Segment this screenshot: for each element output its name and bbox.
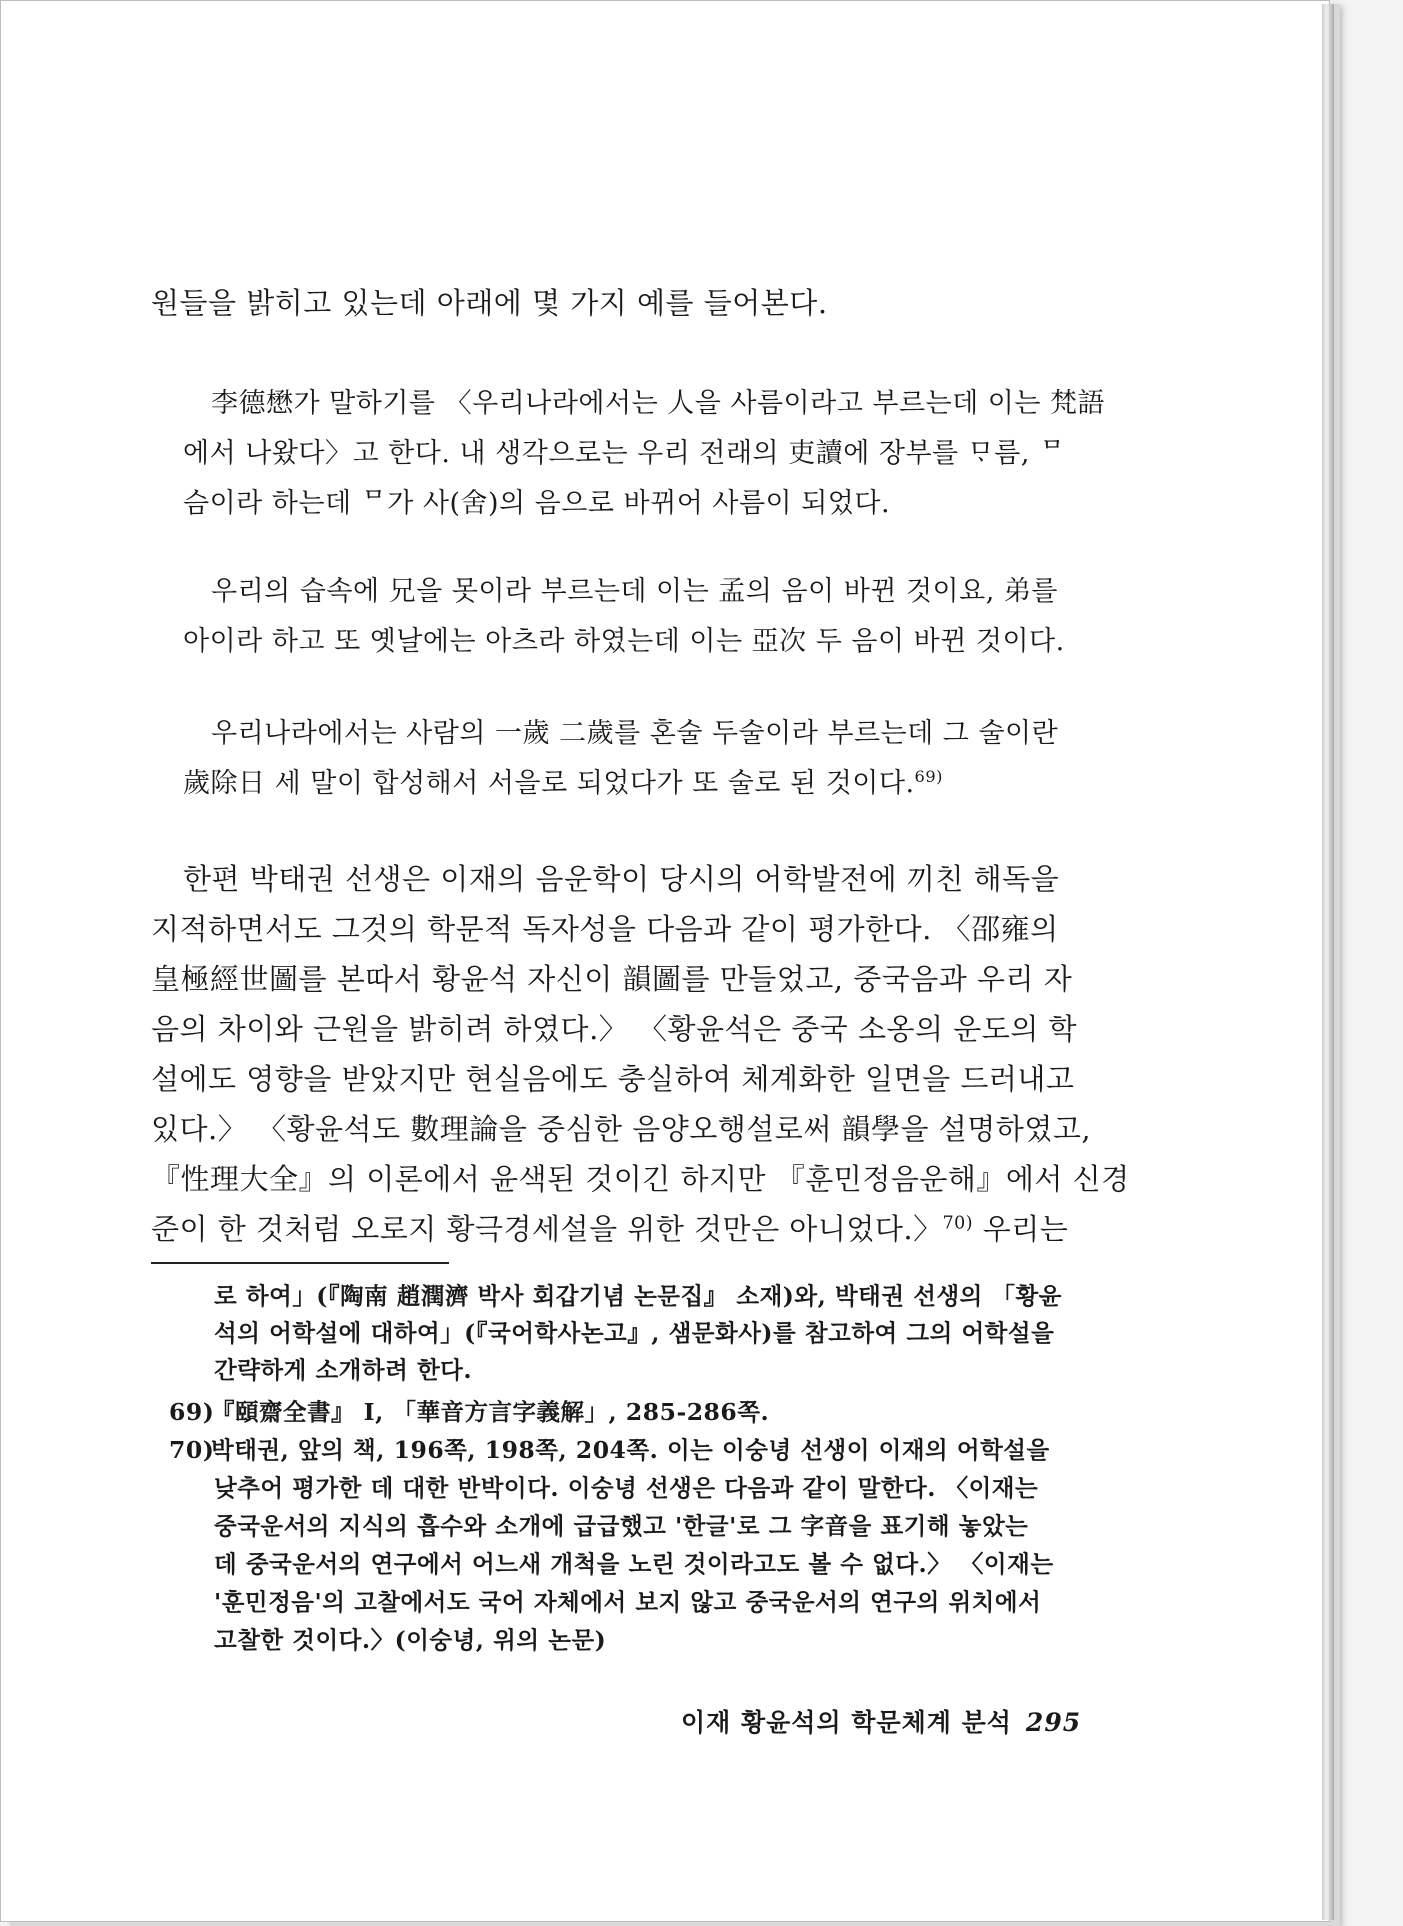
footnote-70-line-5: '훈민정음'의 고찰에서도 국어 자체에서 보지 않고 중국운서의 연구의 위치에서 — [214, 1588, 1042, 1616]
quote-2-line-1: 우리의 습속에 兄을 못이라 부르는데 이는 孟의 음이 바뀐 것이요, 弟를 — [211, 576, 1058, 607]
footnote-70-line-3: 중국운서의 지식의 흡수와 소개에 급급했고 '한글'로 그 字音을 표기해 놓았는 — [214, 1512, 1029, 1540]
main-paragraph-line-6: 있다.〉 〈황윤석도 數理論을 중심한 음양오행설로써 韻學을 설명하였고, — [151, 1112, 1092, 1146]
quote-1-line-2: 에서 나왔다〉고 한다. 내 생각으로는 우리 전래의 吏讀에 장부를 ᄆᆞ름, ᄆ — [183, 438, 1066, 469]
paragraph-continuation: 원들을 밝히고 있는데 아래에 몇 가지 예를 들어본다. — [151, 286, 828, 320]
main-paragraph-line-5: 설에도 영향을 받았지만 현실음에도 충실하여 체계화한 일면을 드러내고 — [151, 1062, 1075, 1096]
footnote-69-number: 69) — [169, 1398, 215, 1426]
footnote-ref-70: 70) — [942, 1213, 974, 1234]
running-footer — [681, 1703, 1081, 1739]
footnote-70-text-1: 박태권, 앞의 책, 196쪽, 198쪽, 204쪽. 이는 이숭녕 선생이 이재의 어학설을 — [211, 1436, 1050, 1464]
footnote-70-line-2: 낮추어 평가한 데 대한 반박이다. 이숭녕 선생은 다음과 같이 말한다. 〈이재는 — [214, 1474, 1039, 1502]
footnote-ref-69: 69) — [914, 767, 943, 786]
footnote-divider — [151, 1262, 449, 1264]
footnote-70-line-6: 고찰한 것이다.〉(이숭녕, 위의 논문) — [214, 1626, 607, 1654]
quote-1-line-3: 슴이라 하는데 ᄆ가 사(舍)의 음으로 바뀌어 사름이 되었다. — [183, 488, 891, 519]
main-paragraph-line-3: 皇極經世圖를 본따서 황윤석 자신이 韻圖를 만들었고, 중국음과 우리 자 — [151, 962, 1073, 996]
footnote-continued-line-1: 로 하여」(『陶南 趙潤濟 박사 회갑기념 논문집』 소재)와, 박태권 선생의 「황윤 — [214, 1282, 1062, 1310]
footnote-70-number: 70) — [169, 1436, 215, 1464]
main-paragraph-line-1: 한편 박태권 선생은 이재의 음운학이 당시의 어학발전에 끼친 해독을 — [183, 862, 1060, 896]
main-paragraph-line-8-text: 준이 한 것처럼 오로지 황극경세설을 위한 것만은 아니었다.〉 — [151, 1212, 943, 1246]
footnote-70-line-1 — [169, 1431, 1050, 1465]
quote-3-line-2-text: 歲除日 세 말이 합성해서 서을로 되었다가 또 술로 된 것이다. — [183, 768, 915, 799]
main-paragraph-line-2: 지적하면서도 그것의 학문적 독자성을 다음과 같이 평가한다. 〈邵雍의 — [151, 912, 1059, 946]
running-footer-title: 이재 황윤석의 학문체계 분석 — [681, 1708, 1012, 1737]
main-paragraph-line-8-tail: 우리는 — [973, 1212, 1069, 1246]
quote-3-line-2 — [183, 761, 943, 800]
quote-3-line-1: 우리나라에서는 사람의 一歲 二歲를 혼술 두술이라 부르는데 그 술이란 — [211, 718, 1059, 749]
footnote-69-text: 『頤齋全書』 I, 「華音方言字義解」, 285-286쪽. — [211, 1398, 770, 1426]
main-paragraph-line-8 — [151, 1207, 1068, 1248]
footnote-70-line-4: 데 중국운서의 연구에서 어느새 개척을 노린 것이라고도 볼 수 없다.〉 〈이재는 — [214, 1550, 1054, 1578]
footnote-69 — [169, 1393, 769, 1427]
quote-1-line-1: 李德懋가 말하기를 〈우리나라에서는 人을 사름이라고 부르는데 이는 梵語 — [211, 388, 1106, 419]
page-edge-shadow — [1322, 4, 1334, 1920]
quote-2-line-2: 아이라 하고 또 옛날에는 아츠라 하였는데 이는 亞次 두 음이 바뀐 것이다. — [183, 626, 1065, 657]
main-paragraph-line-4: 음의 차이와 근원을 밝히려 하였다.〉 〈황윤석은 중국 소옹의 운도의 학 — [151, 1012, 1078, 1046]
footnote-continued-line-3: 간략하게 소개하려 한다. — [214, 1356, 473, 1384]
main-paragraph-line-7: 『性理大全』의 이론에서 윤색된 것이긴 하지만 『훈민정음운해』에서 신경 — [151, 1162, 1130, 1196]
footnote-continued-line-2: 석의 어학설에 대하여」(『국어학사논고』, 샘문화사)를 참고하여 그의 어학설을 — [214, 1319, 1055, 1347]
page-number: 295 — [1025, 1708, 1082, 1737]
